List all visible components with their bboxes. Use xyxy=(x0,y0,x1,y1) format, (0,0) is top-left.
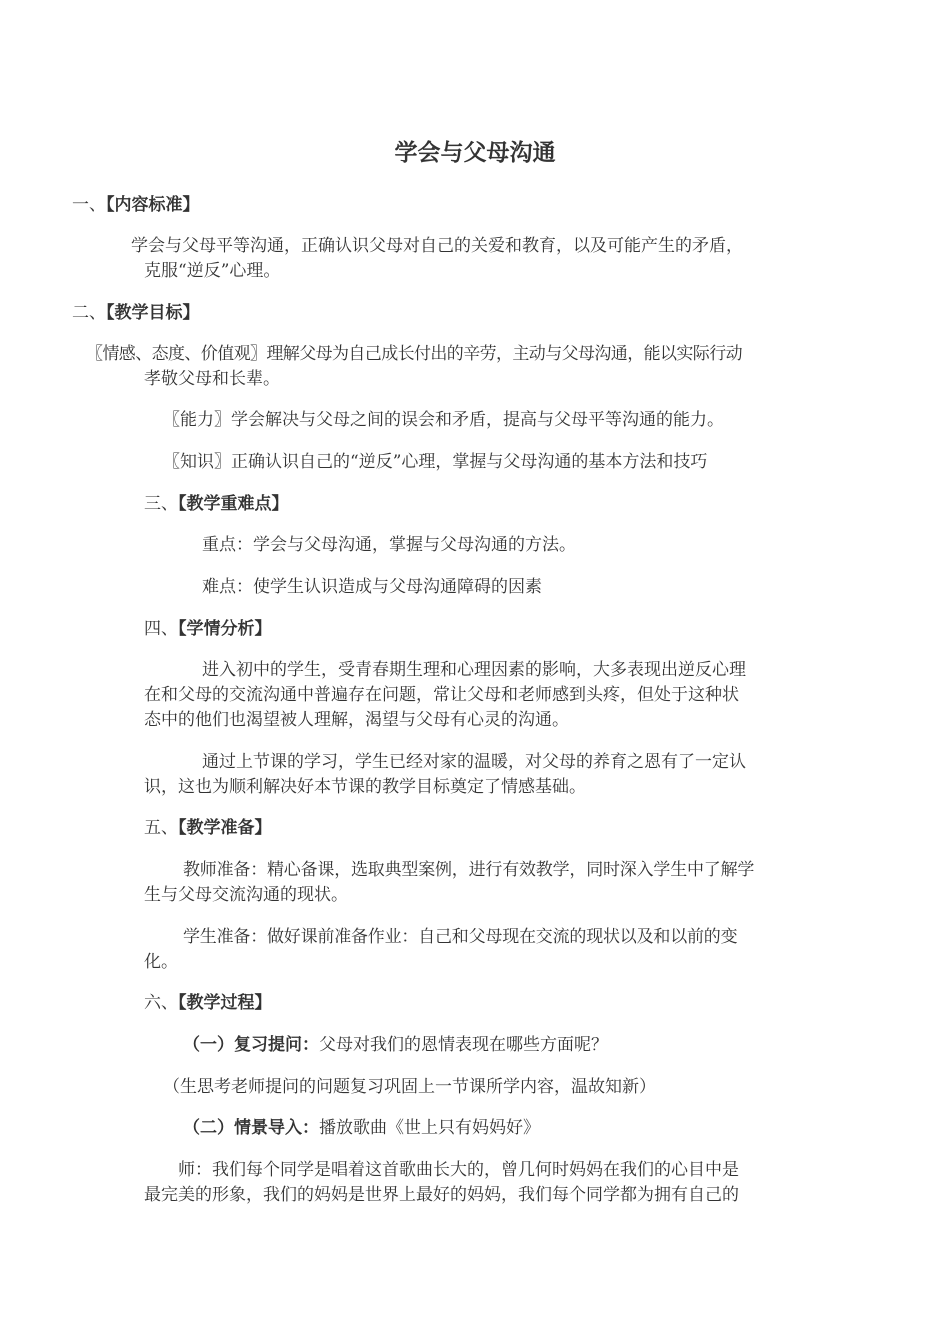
objective-emotion-line: 〖情感、态度、价值观〗理解父母为自己成长付出的辛劳，主动与父母沟通，能以实际行动 xyxy=(86,344,742,364)
analysis-paragraph-line: 进入初中的学生，受青春期生理和心理因素的影响，大多表现出逆反心理 xyxy=(202,660,746,680)
analysis-paragraph-line: 通过上节课的学习，学生已经对家的温暖，对父母的养育之恩有了一定认 xyxy=(202,752,746,772)
section-title: 【内容标准】 xyxy=(106,195,200,215)
analysis-paragraph-line: 识，这也为顺利解决好本节课的教学目标奠定了情感基础。 xyxy=(144,777,586,797)
section-heading-process xyxy=(144,991,272,1015)
step-label: （一）复习提问： xyxy=(183,1035,319,1055)
section-title: 【教学准备】 xyxy=(178,818,272,838)
teacher-preparation-line: 教师准备：精心备课，选取典型案例，进行有效教学，同时深入学生中了解学 xyxy=(183,860,755,880)
difficult-point: 难点：使学生认识造成与父母沟通障碍的因素 xyxy=(202,577,542,597)
process-step-note: （生思考老师提问的问题复习巩固上一节课所学内容，温故知新） xyxy=(163,1077,656,1097)
section-number: 三、 xyxy=(144,494,178,514)
section-number: 四、 xyxy=(144,619,178,639)
step-text: 父母对我们的恩情表现在哪些方面呢？ xyxy=(319,1035,608,1055)
section-heading-objectives xyxy=(72,301,200,325)
key-point: 重点：学会与父母沟通，掌握与父母沟通的方法。 xyxy=(202,535,576,555)
section-number: 一、 xyxy=(72,195,106,215)
objective-ability: 〖能力〗学会解决与父母之间的误会和矛盾，提高与父母平等沟通的能力。 xyxy=(163,410,724,430)
objective-knowledge: 〖知识〗正确认识自己的“逆反”心理，掌握与父母沟通的基本方法和技巧 xyxy=(163,452,708,472)
student-preparation-line: 化。 xyxy=(144,952,178,972)
analysis-paragraph-line: 在和父母的交流沟通中普遍存在问题，常让父母和老师感到头疼，但处于这种状 xyxy=(144,685,739,705)
step-text: 播放歌曲《世上只有妈妈好》 xyxy=(319,1118,540,1138)
process-step-intro xyxy=(183,1116,540,1140)
section-number: 六、 xyxy=(144,993,178,1013)
process-step-review xyxy=(183,1033,608,1057)
student-preparation-line: 学生准备：做好课前准备作业：自己和父母现在交流的现状以及和以前的变 xyxy=(183,927,738,947)
section-title: 【教学目标】 xyxy=(106,303,200,323)
page-title: 学会与父母沟通 xyxy=(394,139,556,166)
section-heading-standards xyxy=(72,193,200,217)
section-number: 二、 xyxy=(72,303,106,323)
section-heading-preparation xyxy=(144,816,272,840)
section-title: 【教学重难点】 xyxy=(178,494,289,514)
objective-emotion-line: 孝敬父母和长辈。 xyxy=(144,369,280,389)
section-title: 【学情分析】 xyxy=(178,619,272,639)
section-heading-key-points xyxy=(144,492,289,516)
standards-paragraph-line: 克服“逆反”心理。 xyxy=(144,261,281,281)
section-number: 五、 xyxy=(144,818,178,838)
teacher-preparation-line: 生与父母交流沟通的现状。 xyxy=(144,885,348,905)
section-title: 【教学过程】 xyxy=(178,993,272,1013)
section-heading-analysis xyxy=(144,617,272,641)
teacher-speech-line: 最完美的形象，我们的妈妈是世界上最好的妈妈，我们每个同学都为拥有自己的 xyxy=(144,1185,739,1205)
analysis-paragraph-line: 态中的他们也渴望被人理解，渴望与父母有心灵的沟通。 xyxy=(144,710,569,730)
step-label: （二）情景导入： xyxy=(183,1118,319,1138)
standards-paragraph-line: 学会与父母平等沟通，正确认识父母对自己的关爱和教育，以及可能产生的矛盾， xyxy=(131,236,743,256)
teacher-speech-line: 师：我们每个同学是唱着这首歌曲长大的，曾几何时妈妈在我们的心目中是 xyxy=(178,1160,739,1180)
